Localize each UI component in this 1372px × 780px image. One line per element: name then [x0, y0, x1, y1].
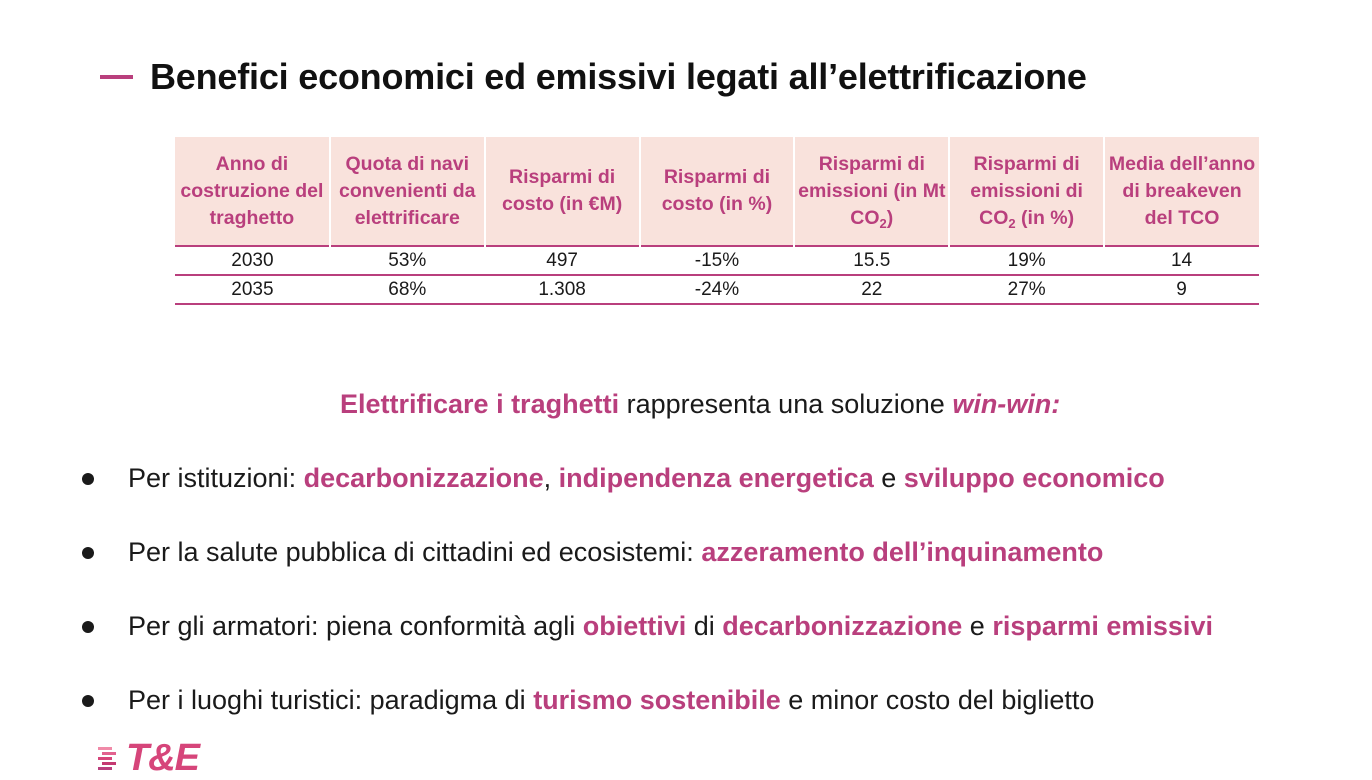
table-cell: 19% — [1007, 250, 1046, 271]
highlight-text: azzeramento dell’inquinamento — [701, 537, 1104, 567]
table-cell: 2030 — [231, 250, 274, 271]
win-win-text: rappresenta una soluzione — [619, 389, 953, 419]
body-text: e minor costo del biglietto — [780, 685, 1095, 715]
bullet-dot-icon — [82, 621, 94, 633]
body-text: Per gli armatori: piena conformità agli — [128, 611, 583, 641]
header-risparmi-emissioni-pct — [949, 137, 1104, 246]
header-risparmi-costo-pct: Risparmi di costo (in %) — [640, 137, 795, 246]
header-anno: Anno di costruzione del traghetto — [175, 137, 330, 246]
highlight-text: obiettivi — [582, 611, 687, 641]
benefit-item — [0, 530, 1213, 604]
benefit-item — [0, 456, 1213, 530]
header-label: Risparmi di emissioni (in Mt CO — [798, 152, 946, 229]
table-cell: 14 — [1170, 250, 1193, 271]
bullet-dot-icon — [82, 695, 94, 707]
table-row — [175, 246, 1259, 275]
title-accent-bar — [100, 75, 133, 79]
header-risparmi-emissioni-mt — [794, 137, 949, 246]
benefit-item — [0, 604, 1213, 678]
win-win-highlight: Elettrificare i traghetti — [340, 389, 620, 419]
highlight-text: decarbonizzazione — [303, 463, 544, 493]
body-text: e — [962, 611, 993, 641]
table-row — [175, 275, 1259, 304]
table-cell: 22 — [861, 279, 883, 300]
highlight-text: turismo sostenibile — [533, 685, 781, 715]
highlight-text: decarbonizzazione — [722, 611, 963, 641]
highlight-text: risparmi emissivi — [992, 611, 1213, 641]
table-cell: 15.5 — [853, 250, 891, 271]
table-cell: 68% — [388, 279, 427, 300]
header-breakeven: Media dell’anno di breakeven del TCO — [1104, 137, 1259, 246]
body-text: Per i luoghi turistici: paradigma di — [128, 685, 534, 715]
table-cell: 1.308 — [538, 279, 586, 300]
table-cell: -15% — [694, 250, 740, 271]
highlight-text: sviluppo economico — [903, 463, 1165, 493]
win-win-statement — [340, 389, 1060, 420]
table-cell: 27% — [1007, 279, 1046, 300]
body-text: e — [873, 463, 904, 493]
header-suffix: ) — [886, 206, 894, 229]
table-header-row — [175, 137, 1259, 246]
table-cell: 2035 — [231, 279, 274, 300]
bullet-dot-icon — [82, 547, 94, 559]
body-text: di — [686, 611, 723, 641]
win-win-emphasis: win-win: — [952, 389, 1061, 419]
header-label: Risparmi di emissioni di CO — [970, 152, 1083, 229]
bullet-dot-icon — [82, 473, 94, 485]
logo-stripes-icon — [96, 742, 120, 774]
body-text: Per la salute pubblica di cittadini ed ecosistemi: — [128, 537, 702, 567]
benefits-table — [175, 137, 1259, 305]
highlight-text: indipendenza energetica — [558, 463, 874, 493]
header-suffix: (in %) — [1015, 206, 1075, 229]
table-cell: 9 — [1176, 279, 1187, 300]
body-text: , — [543, 463, 559, 493]
subscript: 2 — [1008, 215, 1016, 231]
te-logo — [96, 738, 199, 778]
logo-text: T&E — [126, 736, 199, 779]
body-text: Per istituzioni: — [128, 463, 304, 493]
benefit-list — [0, 456, 1213, 752]
header-quota: Quota di navi convenienti da elettrificare — [330, 137, 485, 246]
subscript: 2 — [879, 215, 887, 231]
table-cell: 497 — [546, 250, 578, 271]
header-risparmi-costo-m: Risparmi di costo (in €M) — [485, 137, 640, 246]
table-cell: -24% — [694, 279, 740, 300]
table-cell: 53% — [388, 250, 427, 271]
page-title: Benefici economici ed emissivi legati all’elettrificazione — [150, 56, 1087, 97]
